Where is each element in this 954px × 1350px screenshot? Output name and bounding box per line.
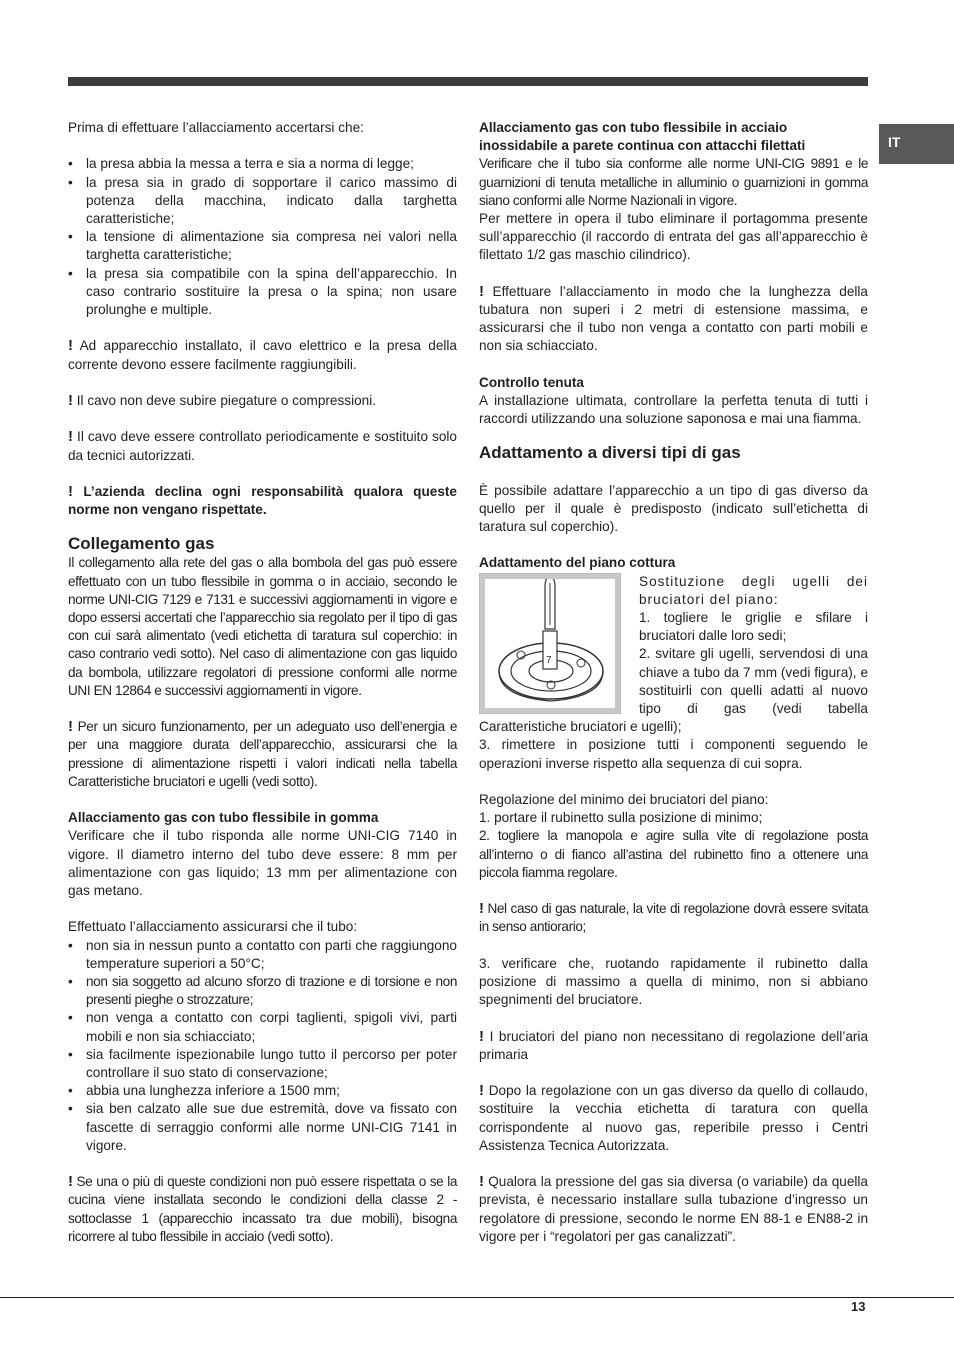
body-paragraph: Verificare che il tubo risponda alle norme UNI-CIG 7140 in vigore. Il diametro interno del tubo deve essere: 8 mm per alimentazione con gas liquido; 13 mm per alimentazione con gas metano.	[68, 828, 457, 899]
warning-icon: !	[479, 1173, 484, 1191]
warning-paragraph: ! Qualora la pressione del gas sia diversa (o variabile) da quella prevista, è necessario installare sulla tubazione d’ingresso un regolatore di pressione, secondo le norme EN 88-1 e EN88-2 in vigore per i “regolatori per gas canalizzati”.	[479, 1173, 868, 1244]
figure-with-steps	[479, 573, 868, 737]
warning-icon: !	[479, 282, 484, 300]
left-column	[68, 119, 457, 1246]
body-paragraph: Per mettere in opera il tubo eliminare il portagomma presente sull’apparecchio (il raccordo di entrata del gas all’apparecchio è filettato 1/2 gas maschio cilindrico).	[479, 211, 868, 263]
page-number: 13	[851, 1299, 866, 1314]
warning-paragraph: ! Dopo la regolazione con un gas diverso da quello di collaudo, sostituire la vecchia etichetta di taratura con quella corrispondente al nuovo gas, reperibile presso i Centri Assistenza Tecnica Autorizzata.	[479, 1082, 868, 1153]
step-text: Sostituzione degli ugelli dei bruciatori del piano:	[639, 573, 868, 607]
step-text: 2. togliere la manopola e agire sulla vite di regolazione posta all’interno o di fianco all’astina del rubinetto fino a ottenere una piccola fiamma regolare.	[479, 828, 868, 880]
list-item: • abbia una lunghezza inferiore a 1500 mm;	[68, 1082, 457, 1100]
subsection-heading: Adattamento del piano cottura	[479, 555, 676, 571]
list-item: • la presa sia in grado di sopportare il carico massimo di potenza della macchina, indicato dalla targhetta caratteristiche;	[68, 174, 457, 229]
body-paragraph: A installazione ultimata, controllare la perfetta tenuta di tutti i raccordi utilizzando una soluzione saponosa e mai una fiamma.	[479, 393, 868, 427]
subsection-heading: Allacciamento gas con tubo flessibile in acciaio inossidabile a parete continua con attacchi filettati	[479, 120, 806, 154]
intro-bullet-list	[68, 155, 457, 319]
step-text: 2. svitare gli ugelli, servendosi di una chiave a tubo da 7 mm (vedi figura), e sostituirli con quelli adatti al nuovo tipo di gas (vedi tabella Caratteristiche bruciatori e ugelli);	[479, 646, 868, 735]
warning-icon: !	[68, 337, 73, 355]
warning-icon: !	[68, 392, 73, 409]
body-paragraph: Il collegamento alla rete del gas o alla bombola del gas può essere effettuato con un tubo flessibile in gomma o in acciaio, secondo le norme UNI-CIG 7129 e 7131 e successivi aggiornamenti in vigore e dopo essersi accertati che l’apparecchio sia regolato per il tipo di gas con cui sarà alimentato (vedi etichetta di taratura sul coperchio: in caso contrario vedi sotto). Nel caso di alimentazione con gas liquido da bombola, utilizzare regolatori di pressione conformi alle norme UNI EN 12864 e successivi aggiornamenti in vigore.	[68, 555, 457, 698]
header-bar	[68, 77, 868, 86]
step-text: 1. portare il rubinetto sulla posizione di minimo;	[479, 810, 763, 826]
warning-icon: !	[479, 1027, 484, 1045]
warning-icon: !	[68, 718, 73, 736]
warning-icon: !	[479, 900, 484, 918]
list-item: • non venga a contatto con corpi taglienti, spigoli vivi, parti mobili e non sia schiacciato;	[68, 1009, 457, 1045]
warning-paragraph: ! Per un sicuro funzionamento, per un adeguato uso dell’energia e per una maggiore durata dell’apparecchio, assicurarsi che la pressione di alimentazione rispetti i valori indicati nella tabella Caratteristiche bruciatori e ugelli (vedi sotto).	[68, 718, 457, 789]
list-item: • la presa sia compatibile con la spina dell’apparecchio. In caso contrario sostituire la presa o la spina; non usare prolunghe e multiple.	[68, 265, 457, 320]
list-item: • la tensione di alimentazione sia compresa nei valori nella targhetta caratteristiche;	[68, 228, 457, 264]
step-text: 1. togliere le griglie e sfilare i bruciatori dalle loro sedi;	[639, 610, 868, 644]
warning-icon: !	[68, 482, 73, 500]
subsection-heading: Controllo tenuta	[479, 374, 584, 390]
warning-paragraph: ! Il cavo non deve subire piegature o compressioni.	[68, 392, 377, 409]
subsection-heading: Allacciamento gas con tubo flessibile in gomma	[68, 810, 379, 826]
body-paragraph: Effettuato l’allacciamento assicurarsi che il tubo:	[68, 919, 358, 935]
list-item: • non sia soggetto ad alcuno sforzo di trazione e di torsione e non presenti pieghe o strozzature;	[68, 973, 457, 1009]
list-item: • sia facilmente ispezionabile lungo tutto il percorso per poter controllare il suo stato di conservazione;	[68, 1046, 457, 1082]
body-paragraph: È possibile adattare l’apparecchio a un tipo di gas diverso da quello per il quale è predisposto (indicato sull’etichetta di taratura sul coperchio).	[479, 482, 868, 535]
body-paragraph: Verificare che il tubo sia conforme alle norme UNI-CIG 9891 e le guarnizioni di tenuta metalliche in alluminio o guarnizioni in gomma siano conformi alle Norme Nazionali in vigore.	[479, 156, 868, 208]
footer-rule	[0, 1297, 954, 1298]
warning-paragraph: ! Se una o più di queste condizioni non può essere rispettata o se la cucina viene installata secondo le condizioni della classe 2 - sottoclasse 1 (apparecchio incassato tra due mobili), bisogna ricorrere al tubo flessibile in acciaio (vedi sotto).	[68, 1173, 457, 1244]
warning-paragraph: ! Effettuare l’allacciamento in modo che la lunghezza della tubatura non superi i 2 metri di estensione massima, e assicurarsi che il tubo non venga a contatto con parti mobili e non sia schiacciato.	[479, 282, 868, 354]
body-paragraph: Regolazione del minimo dei bruciatori del piano:	[479, 792, 769, 808]
section-heading: Adattamento a diversi tipi di gas	[479, 443, 741, 463]
burner-wrench-figure	[479, 573, 621, 714]
warning-icon: !	[68, 1173, 73, 1191]
language-tab: IT	[879, 124, 954, 164]
step-text: 3. verificare che, ruotando rapidamente il rubinetto dalla posizione di massimo a quella di minimo, non si abbiano spegnimenti del bruciatore.	[479, 955, 868, 1008]
right-column	[479, 119, 868, 1246]
section-heading: Collegamento gas	[68, 534, 215, 554]
figure-label: 7	[546, 654, 552, 666]
intro-text: Prima di effettuare l’allacciamento accertarsi che:	[68, 120, 364, 135]
warning-paragraph: ! Nel caso di gas naturale, la vite di regolazione dovrà essere svitata in senso antiorario;	[479, 900, 868, 935]
warning-paragraph: ! I bruciatori del piano non necessitano di regolazione dell’aria primaria	[479, 1027, 869, 1062]
warning-paragraph: ! Ad apparecchio installato, il cavo elettrico e la presa della corrente devono essere facilmente raggiungibili.	[68, 337, 457, 372]
warning-icon: !	[68, 428, 73, 446]
warning-paragraph: ! Il cavo deve essere controllato periodicamente e sostituito solo da tecnici autorizzati.	[68, 428, 457, 463]
step-text: 3. rimettere in posizione tutti i componenti seguendo le operazioni inverse rispetto alla sequenza di cui sopra.	[479, 737, 868, 771]
burner-wrench-icon	[485, 579, 615, 708]
tube-bullet-list	[68, 937, 457, 1155]
list-item: • sia ben calzato alle sue due estremità, dove va fissato con fascette di serraggio conformi alle norme UNI-CIG 7141 in vigore.	[68, 1100, 457, 1155]
warning-icon: !	[479, 1082, 484, 1100]
list-item: • la presa abbia la messa a terra e sia a norma di legge;	[68, 155, 457, 173]
warning-paragraph: ! L’azienda declina ogni responsabilità qualora queste norme non vengano rispettate.	[68, 482, 457, 518]
list-item: • non sia in nessun punto a contatto con parti che raggiungono temperature superiori a 50°C;	[68, 937, 457, 973]
